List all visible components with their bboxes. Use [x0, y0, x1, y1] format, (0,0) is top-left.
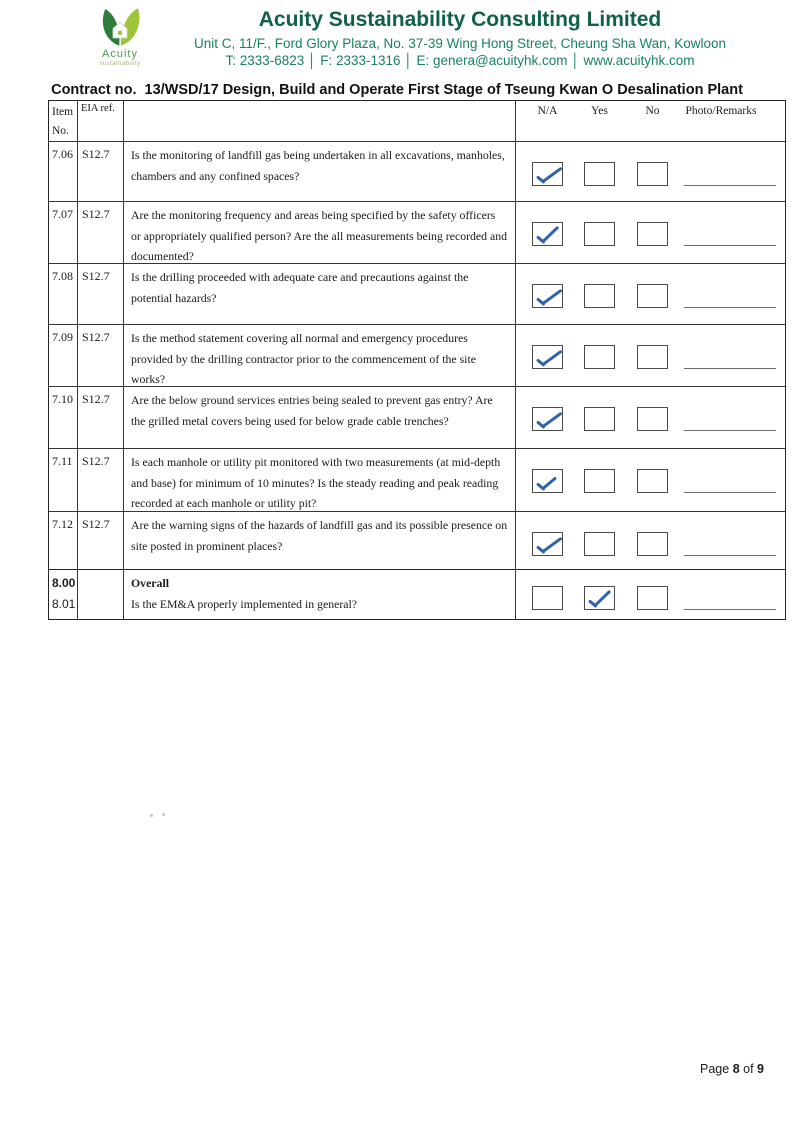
item-no: 7.08: [49, 264, 78, 324]
answer-cell: [516, 387, 785, 448]
header-yes: Yes: [591, 105, 608, 117]
yes-checkbox[interactable]: [584, 586, 615, 610]
no-checkbox[interactable]: [637, 586, 668, 610]
company-contact: T: 2333-6823 │ F: 2333-1316 │ E: genera@acuityhk.com │ www.acuityhk.com: [225, 53, 695, 68]
letterhead: [175, 8, 745, 69]
logo-text: Acuity: [102, 48, 138, 60]
company-address: Unit C, 11/F., Ford Glory Plaza, No. 37-39 Wing Hong Street, Cheung Sha Wan, Kowloon: [193, 36, 726, 51]
na-checkbox[interactable]: [532, 222, 563, 246]
item-no: 7.07: [49, 202, 78, 263]
table-row-overall: [49, 569, 785, 619]
question-text: Is the drilling proceeded with adequate care and precautions against the potential hazards?: [124, 264, 516, 324]
eia-ref: S12.7: [78, 325, 124, 386]
overall-item-no: 8.01: [52, 597, 76, 611]
section-item-no: 8.00: [52, 576, 76, 590]
eia-ref: S12.7: [78, 512, 124, 569]
table-row-7-06: [49, 141, 785, 201]
remarks-line: [684, 430, 776, 431]
question-text: Is each manhole or utility pit monitored with two measurements (at mid-depth and base) for minimum of 10 minutes? Is the steady reading and peak reading recorded at each manhole or utility pit?: [124, 449, 516, 511]
table-row-7-10: [49, 386, 785, 448]
yes-checkbox[interactable]: [584, 284, 615, 308]
header-na: N/A: [537, 105, 558, 117]
yes-checkbox[interactable]: [584, 469, 615, 493]
answer-cell: [516, 449, 785, 511]
answer-cell: [516, 264, 785, 324]
yes-checkbox[interactable]: [584, 532, 615, 556]
answer-cell: [516, 202, 785, 263]
remarks-line: [684, 245, 776, 246]
answer-cell: [516, 570, 785, 619]
overall-question: Is the EM&A properly implemented in general?: [131, 597, 358, 611]
total-pages: 9: [757, 1062, 764, 1076]
item-no: 7.06: [49, 142, 78, 201]
remarks-line: [684, 368, 776, 369]
eia-ref: S12.7: [78, 264, 124, 324]
yes-checkbox[interactable]: [584, 162, 615, 186]
na-checkbox[interactable]: [532, 469, 563, 493]
question-text: Are the monitoring frequency and areas being specified by the safety officers or appropriately qualified person? Are the all measurements being recorded and documented?: [124, 202, 516, 263]
leaf-logo-icon: [95, 5, 145, 49]
question-text: Are the below ground services entries being sealed to prevent gas entry? Are the grilled metal covers being used for below grade cable trenches?: [124, 387, 516, 448]
na-checkbox[interactable]: [532, 284, 563, 308]
scan-artifact: [150, 813, 168, 817]
header-item-no: Item No.: [49, 101, 78, 141]
item-no: 7.10: [49, 387, 78, 448]
table-row-7-08: [49, 263, 785, 324]
company-name: Acuity Sustainability Consulting Limited: [258, 8, 662, 31]
item-no: 7.11: [49, 449, 78, 511]
question-text: [124, 570, 516, 619]
header-question: [124, 101, 516, 141]
eia-ref: S12.7: [78, 142, 124, 201]
na-checkbox[interactable]: [532, 532, 563, 556]
na-checkbox[interactable]: [532, 345, 563, 369]
no-checkbox[interactable]: [637, 469, 668, 493]
logo-subtext: sustainability: [99, 61, 141, 67]
table-row-7-07: [49, 201, 785, 263]
company-logo: [92, 5, 148, 71]
question-text: Are the warning signs of the hazards of landfill gas and its possible presence on site posted in prominent places?: [124, 512, 516, 569]
header-no: No: [645, 105, 660, 117]
answer-cell: [516, 512, 785, 569]
remarks-line: [684, 555, 776, 556]
na-checkbox[interactable]: [532, 407, 563, 431]
eia-ref: S12.7: [78, 202, 124, 263]
page-number: Page 8 of 9: [700, 1062, 764, 1076]
yes-checkbox[interactable]: [584, 345, 615, 369]
na-checkbox[interactable]: [532, 162, 563, 186]
yes-checkbox[interactable]: [584, 407, 615, 431]
table-row-7-09: [49, 324, 785, 386]
answer-cell: [516, 325, 785, 386]
table-header-row: [49, 101, 785, 141]
remarks-line: [684, 185, 776, 186]
yes-checkbox[interactable]: [584, 222, 615, 246]
header-remarks: Photo/Remarks: [685, 105, 757, 117]
question-text: Is the monitoring of landfill gas being undertaken in all excavations, manholes, chambers and any confined spaces?: [124, 142, 516, 201]
eia-ref: [78, 570, 124, 619]
item-no: 7.09: [49, 325, 78, 386]
remarks-line: [684, 492, 776, 493]
no-checkbox[interactable]: [637, 407, 668, 431]
no-checkbox[interactable]: [637, 162, 668, 186]
remarks-line: [684, 609, 776, 610]
no-checkbox[interactable]: [637, 222, 668, 246]
no-checkbox[interactable]: [637, 532, 668, 556]
remarks-line: [684, 307, 776, 308]
checklist-table: [48, 100, 786, 620]
current-page: 8: [732, 1062, 740, 1076]
header-eia-ref: EIA ref.: [78, 101, 124, 141]
eia-ref: S12.7: [78, 449, 124, 511]
answer-cell: [516, 142, 785, 201]
header-answers: [516, 101, 785, 141]
no-checkbox[interactable]: [637, 284, 668, 308]
question-text: Is the method statement covering all normal and emergency procedures provided by the drilling contractor prior to the commencement of the site works?: [124, 325, 516, 386]
item-no: [49, 570, 78, 619]
section-label: Overall: [131, 576, 170, 590]
contract-title: Contract no. 13/WSD/17 Design, Build and Operate First Stage of Tseung Kwan O Desalination Plant: [51, 82, 743, 98]
eia-ref: S12.7: [78, 387, 124, 448]
item-no: 7.12: [49, 512, 78, 569]
no-checkbox[interactable]: [637, 345, 668, 369]
table-row-7-11: [49, 448, 785, 511]
na-checkbox[interactable]: [532, 586, 563, 610]
table-row-7-12: [49, 511, 785, 569]
